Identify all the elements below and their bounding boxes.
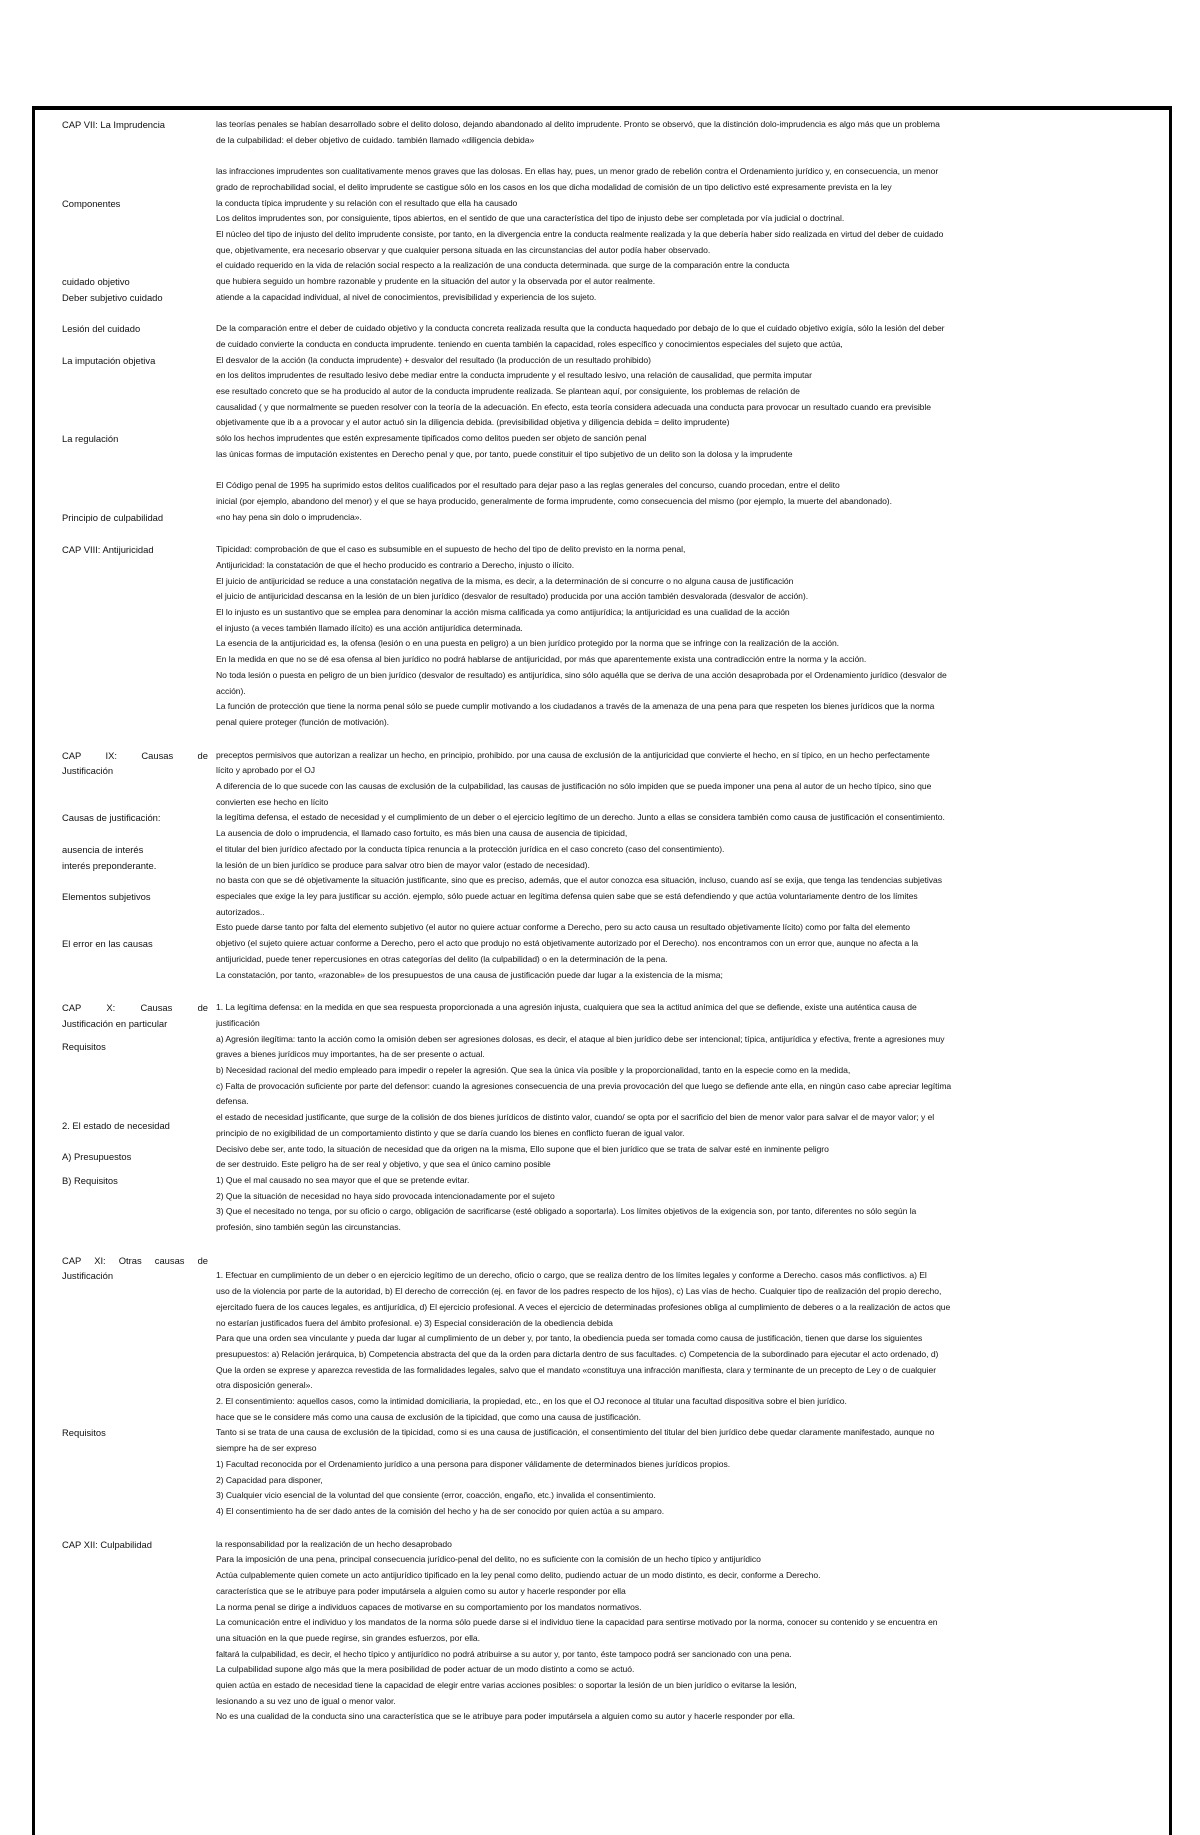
text-line: 1) Que el mal causado no sea mayor que el que se pretende evitar. bbox=[216, 1174, 470, 1185]
text-line: El juicio de antijuricidad se reduce a una constatación negativa de la misma, es decir, a la determinación de si concurre o no alguna causa de justificación bbox=[216, 575, 794, 586]
section-text bbox=[210, 748, 1142, 984]
text-line: quien actúa en estado de necesidad tiene la capacidad de elegir entre varias acciones posibles: o soportar la lesión de un bien jurídico o evitarse la lesión, bbox=[216, 1680, 797, 1691]
text-line: grado de reprochabilidad social, el delito imprudente se castigue sólo en los casos en los que dicha modalidad de comisión de un tipo delictivo esté expresamente prevista en la ley bbox=[216, 181, 892, 192]
text-line: 2) Capacidad para disponer, bbox=[216, 1474, 323, 1485]
text-line: Los delitos imprudentes son, por consiguiente, tipos abiertos, en el sentido de que una característica del tipo de injusto debe ser completada por vía judicial o doctrinal. bbox=[216, 213, 845, 224]
text-line: el cuidado requerido en la vida de relación social respecto a la realización de una conducta determinada. que surge de la comparación entre la conducta bbox=[216, 260, 790, 271]
margin-label: 2. El estado de necesidad bbox=[62, 1119, 170, 1131]
text-line: A diferencia de lo que sucede con las causas de exclusión de la culpabilidad, las causas de justificación no sólo impiden que se pueda imponer una pena al autor de un hecho típico, sino que bbox=[216, 781, 932, 792]
text-line: la legítima defensa, el estado de necesidad y el cumplimiento de un deber o el ejercicio legítimo de un derecho. Junto a ellas se considera también como causa de justificación el consentimiento. bbox=[216, 812, 945, 823]
text-line: el injusto (a veces también llamado ilícito) es una acción antijurídica determinada. bbox=[216, 622, 523, 633]
text-line: objetivo (el sujeto quiere actuar conforme a Derecho, pero el acto que produjo no está objetivamente autorizado por el Derecho). nos encontramos con un error que, aunque no afecta a la bbox=[216, 938, 919, 949]
text-line: No es una cualidad de la conducta sino una característica que se le atribuye para poder imputársela a alguien como su autor y hacerle responder por ella. bbox=[216, 1711, 795, 1722]
text-line: las infracciones imprudentes son cualitativamente menos graves que las dolosas. En ellas hay, pues, un menor grado de rebelión contra el Ordenamiento jurídico y, en consecuencia, un menor bbox=[216, 166, 939, 177]
text-line: Tipicidad: comprobación de que el caso es subsumible en el supuesto de hecho del tipo de delito previsto en la norma penal, bbox=[216, 544, 686, 555]
text-line: uso de la violencia por parte de la autoridad, b) El derecho de corrección (ej. en favor de los padres respecto de los hijos), c) Las vías de hecho. Cualquier tipo de realización del propio derecho, bbox=[216, 1286, 942, 1297]
section-text bbox=[210, 1000, 1142, 1236]
text-line: atiende a la capacidad individual, al nivel de conocimientos, previsibilidad y experiencia de los sujeto. bbox=[216, 291, 597, 302]
text-line: El Código penal de 1995 ha suprimido estos delitos cualificados por el resultado para dejar paso a las reglas generales del concurso, cuando procedan, entre el delito bbox=[216, 480, 840, 491]
text-line: De la comparación entre el deber de cuidado objetivo y la conducta concreta realizada resulta que la conducta haquedado por debajo de lo que el cuidado objetivo exigía, sólo la lesión del deber bbox=[216, 323, 945, 334]
chapter-heading: CAP VII: La Imprudencia bbox=[62, 119, 166, 130]
section-text bbox=[210, 1537, 1142, 1725]
margin-label: La imputación objetiva bbox=[62, 354, 156, 366]
section-cap7 bbox=[62, 117, 1142, 525]
text-line: Para la imposición de una pena, principal consecuencia jurídico-penal del delito, no es suficiente con la comisión de un hecho típico y antijurídico bbox=[216, 1554, 761, 1565]
margin-label: Requisitos bbox=[62, 1427, 106, 1439]
text-line: las teorías penales se habían desarrollado sobre el delito doloso, dejando abandonado al delito imprudente. Pronto se observó, que la distinción dolo-imprudencia es algo más que un problema bbox=[216, 119, 940, 129]
margin-label: interés preponderante. bbox=[62, 859, 157, 871]
text-line: la responsabilidad por la realización de un hecho desaprobado bbox=[216, 1538, 452, 1549]
text-line: no basta con que se dé objetivamente la situación justificante, sino que es preciso, además, que el autor conozca esa situación, incluso, cuando así se exija, que tenga las tendencias subjetivas bbox=[216, 875, 943, 886]
sidebar-labels bbox=[62, 1000, 210, 1236]
section-cap10 bbox=[62, 1000, 1142, 1236]
text-line: ejercitado fuera de los cauces legales, es antijurídica, d) El ejercicio profesional. A veces el ejercicio de determinadas profesiones obliga al cumplimiento de deberes o a la realización de actos que bbox=[216, 1301, 951, 1312]
blank-line bbox=[216, 148, 1142, 164]
margin-label: A) Presupuestos bbox=[62, 1151, 132, 1163]
text-line: 1. Efectuar en cumplimiento de un deber o en ejercicio legítimo de un derecho, oficio o cargo, que se realiza dentro de los límites legales y conforme a Derecho. casos más conflictivos. a) El bbox=[216, 1270, 927, 1281]
sidebar-labels bbox=[62, 1537, 210, 1725]
text-line: La culpabilidad supone algo más que la mera posibilidad de poder actuar de un modo distinto a como se actuó. bbox=[216, 1664, 635, 1675]
section-text bbox=[210, 117, 1142, 525]
text-line: el titular del bien jurídico afectado por la conducta típica renuncia a la protección jurídica en el caso concreto (caso del consentimiento). bbox=[216, 843, 725, 854]
margin-label: Requisitos bbox=[62, 1041, 106, 1053]
text-line: Decisivo debe ser, ante todo, la situación de necesidad que da origen na la misma, Ello supone que el bien jurídico que se trata de salvar esté en inminente peligro bbox=[216, 1143, 829, 1154]
text-line: La función de protección que tiene la norma penal sólo se puede cumplir motivando a los ciudadanos a través de la amenaza de una pena para que respeten los bienes jurídicos que la norma bbox=[216, 701, 935, 712]
chapter-heading: CAP XII: Culpabilidad bbox=[62, 1538, 152, 1550]
margin-label: Deber subjetivo cuidado bbox=[62, 291, 163, 303]
section-text bbox=[210, 1253, 1142, 1520]
text-line: penal quiere proteger (función de motivación). bbox=[216, 716, 390, 727]
text-line: El núcleo del tipo de injusto del delito imprudente consiste, por tanto, en la divergencia entre la conducta realmente realizada y la que debería haber sido realizada en virtud del deber de cuidado bbox=[216, 228, 944, 239]
text-line: inicial (por ejemplo, abandono del menor) y el que se haya producido, generalmente de forma imprudente, como consecuencia del mismo (por ejemplo, la muerte del abandonado). bbox=[216, 495, 892, 506]
section-cap9 bbox=[62, 748, 1142, 984]
margin-label: El error en las causas bbox=[62, 938, 153, 950]
text-line: La esencia de la antijuricidad es, la ofensa (lesión o en una puesta en peligro) a un bien jurídico protegido por la norma que se infringe con la realización de la acción. bbox=[216, 638, 840, 649]
text-line: La ausencia de dolo o imprudencia, el llamado caso fortuito, es más bien una causa de ausencia de tipicidad, bbox=[216, 828, 628, 839]
sidebar-labels bbox=[62, 1253, 210, 1520]
blank-line bbox=[216, 1253, 1142, 1269]
text-line: objetivamente que ib a a provocar y el autor actuó sin la diligencia debida. (previsibilidad objetiva y diligencia debida = delito imprudente) bbox=[216, 417, 730, 428]
text-line: 3) Cualquier vicio esencial de la voluntad del que consiente (error, coacción, engaño, etc.) invalida el consentimiento. bbox=[216, 1490, 656, 1501]
text-line: causalidad ( y que normalmente se pueden resolver con la teoría de la adecuación. En efecto, esta teoría considera adecuada una conducta para provocar un resultado cuando era previsible bbox=[216, 401, 931, 412]
text-line: 1) Facultad reconocida por el Ordenamiento jurídico a una persona para disponer válidamente de determinados bienes jurídicos propios. bbox=[216, 1458, 731, 1469]
text-line: de cuidado convierte la conducta en conducta imprudente. teniendo en cuenta también la capacidad, roles específico y conocimientos especiales del sujeto que actúa, bbox=[216, 338, 843, 349]
chapter-heading: CAP IX: Causas de bbox=[62, 749, 208, 761]
text-line: En la medida en que no se dé esa ofensa al bien jurídico no podrá hablarse de antijuricidad, por más que aparentemente exista una contradicción entre la norma y la acción. bbox=[216, 654, 867, 665]
text-line: El lo injusto es un sustantivo que se emplea para denominar la acción misma calificada ya como antijurídica; la antijuricidad es una cualidad de la acción bbox=[216, 607, 790, 618]
text-line: La constatación, por tanto, «razonable» de los presupuestos de una causa de justificación puede dar lugar a la existencia de la misma; bbox=[216, 969, 723, 980]
text-line: 1. La legítima defensa: en la medida en que sea respuesta proporcionada a una agresión injusta, cualquiera que sea la actitud anímica del que se defiende, existe una auténtica causa de bbox=[216, 1002, 917, 1013]
margin-label: Justificación bbox=[62, 765, 114, 777]
margin-label: Elementos subjetivos bbox=[62, 890, 151, 902]
text-line: una situación en la que puede regirse, sin grandes esfuerzos, por ella. bbox=[216, 1632, 480, 1643]
text-line: defensa. bbox=[216, 1096, 249, 1107]
blank-line bbox=[216, 305, 1142, 321]
chapter-heading: CAP VIII: Antijuricidad bbox=[62, 544, 154, 556]
text-line: Esto puede darse tanto por falta del elemento subjetivo (el autor no quiere actuar conforme a Derecho, pero su acto causa un resultado objetivamente lícito) como por falta del elemento bbox=[216, 922, 910, 933]
text-line: sólo los hechos imprudentes que estén expresamente tipificados como delitos pueden ser objeto de sanción penal bbox=[216, 433, 647, 444]
text-line: no estarían justificados fuera del ámbito profesional. e) 3) Especial consideración de la obediencia debida bbox=[216, 1317, 613, 1328]
margin-label: ausencia de interés bbox=[62, 843, 144, 855]
text-line: Tanto si se trata de una causa de exclusión de la tipicidad, como si es una causa de justificación, el consentimiento del titular del bien jurídico debe quedar claramente manifestado, aunque no bbox=[216, 1427, 935, 1438]
text-line: Actúa culpablemente quien comete un acto antijurídico tipificado en la ley penal como delito, pudiendo actuar de un modo distinto, es decir, conforme a Derecho. bbox=[216, 1570, 821, 1581]
sidebar-labels bbox=[62, 748, 210, 984]
text-line: hace que se le considere más como una causa de exclusión de la tipicidad, que como una causa de justificación. bbox=[216, 1411, 641, 1422]
text-line: El desvalor de la acción (la conducta imprudente) + desvalor del resultado (la producción de un resultado prohibido) bbox=[216, 354, 651, 365]
text-line: faltará la culpabilidad, es decir, el hecho típico y antijurídico no podrá atribuirse a su autor y, por tanto, éste tampoco podrá ser sancionado con una pena. bbox=[216, 1648, 792, 1659]
text-line: No toda lesión o puesta en peligro de un bien jurídico (desvalor de resultado) es antijurídica, sino sólo aquélla que se deriva de una acción desaprobada por el Ordenamiento jurídico (desvalor de bbox=[216, 669, 947, 680]
margin-label: Lesión del cuidado bbox=[62, 323, 141, 335]
text-line: lesionando a su vez uno de igual o menor valor. bbox=[216, 1695, 396, 1706]
blank-line bbox=[216, 462, 1142, 478]
text-line: que hubiera seguido un hombre razonable y prudente en la situación del autor y la observada por el autor realmente. bbox=[216, 276, 656, 287]
text-line: Antijuricidad: la constatación de que el hecho producido es contrario a Derecho, injusto o ilícito. bbox=[216, 559, 575, 570]
section-cap12 bbox=[62, 1537, 1142, 1725]
text-line: 3) Que el necesitado no tenga, por su oficio o cargo, obligación de sacrificarse (esté obligado a soportarla). Los límites objetivos de la exigencia son, por tanto, diferentes no sólo según la bbox=[216, 1206, 917, 1217]
text-line: acción). bbox=[216, 685, 246, 696]
text-line: el juicio de antijuricidad descansa en la lesión de un bien jurídico (desvalor de resultado) producida por una acción también desvalorada (desvalor de acción). bbox=[216, 591, 809, 602]
document-body bbox=[62, 117, 1142, 1742]
text-line: profesión, sino también según las circunstancias. bbox=[216, 1222, 401, 1233]
text-line: b) Necesidad racional del medio empleado para impedir o repeler la agresión. Que sea la única vía posible y la proporcionalidad, tanto en la especie como en la medida, bbox=[216, 1065, 851, 1076]
text-line: a) Agresión ilegítima: tanto la acción como la omisión deben ser agresiones dolosas, es decir, el ataque al bien jurídico debe ser intencional; típica, antijurídica y efectiva, frente a agresiones muy bbox=[216, 1033, 945, 1044]
section-text bbox=[210, 542, 1142, 730]
text-line: La comunicación entre el individuo y los mandatos de la norma sólo puede darse si el individuo tiene la capacidad para sentirse motivado por la norma, conocer su contenido y se encuentra en bbox=[216, 1617, 938, 1628]
text-line: preceptos permisivos que autorizan a realizar un hecho, en principio, prohibido. por una causa de exclusión de la antijuricidad que convierte el hecho, en sí típico, en un hecho perfectamente bbox=[216, 749, 930, 760]
text-line: c) Falta de provocación suficiente por parte del defensor: cuando la agresiones consecuencia de una previa provocación del que luego se defiende ante ella, en ningún caso cabe apreciar legítima bbox=[216, 1080, 952, 1091]
text-line: La norma penal se dirige a individuos capaces de motivarse en su comportamiento por los mandatos normativos. bbox=[216, 1601, 642, 1612]
margin-label: Justificación bbox=[62, 1270, 114, 1282]
text-line: 2) Que la situación de necesidad no haya sido provocada intencionadamente por el sujeto bbox=[216, 1190, 555, 1201]
chapter-heading: CAP XI: Otras causas de bbox=[62, 1254, 208, 1266]
text-line: otra disposición general». bbox=[216, 1380, 313, 1391]
margin-label: cuidado objetivo bbox=[62, 276, 130, 287]
sidebar-labels bbox=[62, 117, 210, 525]
text-line: antijuricidad, puede tener repercusiones en otras categorías del delito (la culpabilidad) o en la determinación de la pena. bbox=[216, 953, 668, 964]
margin-label: Causas de justificación: bbox=[62, 812, 161, 824]
text-line: en los delitos imprudentes de resultado lesivo debe mediar entre la conducta imprudente y el resultado lesivo, una relación de causalidad, que permita imputar bbox=[216, 370, 812, 381]
text-line: 2. El consentimiento: aquellos casos, como la intimidad domiciliaria, la propiedad, etc., en los que el OJ reconoce al titular una facultad dispositiva sobre el bien jurídico. bbox=[216, 1396, 847, 1407]
text-line: principio de no exigibilidad de un comportamiento distinto y que se daría cuando los bienes en conflicto fueran de igual valor. bbox=[216, 1127, 685, 1138]
section-cap8 bbox=[62, 542, 1142, 730]
text-line: autorizados.. bbox=[216, 906, 265, 917]
text-line: característica que se le atribuye para poder imputársela a alguien como su autor y hacerle responder por ella bbox=[216, 1585, 626, 1596]
text-line: ese resultado concreto que se ha producido al autor de la conducta imprudente realizada. Se plantean aquí, por consiguiente, los problemas de relación de bbox=[216, 385, 800, 396]
chapter-heading: CAP X: Causas de bbox=[62, 1002, 208, 1014]
text-line: lícito y aprobado por el OJ bbox=[216, 765, 315, 776]
text-line: Que la orden se exprese y aparezca revestida de las formalidades legales, salvo que el mandato «constituya una infracción manifiesta, clara y terminante de un precepto de Ley o de cualquier bbox=[216, 1364, 937, 1375]
text-line: la lesión de un bien jurídico se produce para salvar otro bien de mayor valor (estado de necesidad). bbox=[216, 859, 590, 870]
text-line: la conducta típica imprudente y su relación con el resultado que ella ha causado bbox=[216, 197, 518, 208]
sidebar-labels bbox=[62, 542, 210, 730]
margin-label: B) Requisitos bbox=[62, 1174, 118, 1186]
text-line: de la culpabilidad: el deber objetivo de cuidado. también llamado «diligencia debida» bbox=[216, 134, 535, 145]
text-line: las únicas formas de imputación existentes en Derecho penal y que, por tanto, puede constituir el tipo subjetivo de un delito son la dolosa y la imprudente bbox=[216, 448, 793, 459]
margin-label: Justificación en particular bbox=[62, 1017, 168, 1029]
text-line: presupuestos: a) Relación jerárquica, b) Competencia abstracta del que da la orden para dictarla dentro de sus facultades. c) Competencia de la subordinado para ejecutar el acto ordenado, d) bbox=[216, 1348, 939, 1359]
margin-label: Principio de culpabilidad bbox=[62, 511, 164, 523]
section-cap11 bbox=[62, 1253, 1142, 1520]
text-line: justificación bbox=[216, 1017, 260, 1028]
margin-label: La regulación bbox=[62, 433, 119, 444]
margin-label: Componentes bbox=[62, 197, 121, 209]
text-line: graves a bienes jurídicos muy importantes, ha de ser presente o actual. bbox=[216, 1049, 485, 1060]
text-line: convierten ese hecho en lícito bbox=[216, 796, 329, 807]
text-line: Para que una orden sea vinculante y pueda dar lugar al cumplimiento de un deber y, por tanto, la obediencia pueda ser tomada como causa de justificación, tienen que darse los siguientes bbox=[216, 1333, 923, 1344]
text-line: 4) El consentimiento ha de ser dado antes de la comisión del hecho y ha de ser conocido por quien actúa a su amparo. bbox=[216, 1506, 665, 1516]
text-line: el estado de necesidad justificante, que surge de la colisión de dos bienes jurídicos de distinto valor, cuando/ se opta por el sacrificio del bien de menor valor para salvar el de mayor valor; y el bbox=[216, 1112, 935, 1123]
text-line: especiales que exige la ley para justificar su acción. ejemplo, sólo puede actuar en legítima defensa quien sabe que se está defendiendo y que actúa voluntariamente dentro de los límites bbox=[216, 891, 918, 901]
text-line: «no hay pena sin dolo o imprudencia». bbox=[216, 511, 362, 522]
text-line: de ser destruido. Este peligro ha de ser real y objetivo, y que sea el único camino posible bbox=[216, 1159, 551, 1170]
text-line: siempre ha de ser expreso bbox=[216, 1443, 317, 1454]
text-line: que, objetivamente, era necesario observar y que cualquier persona situada en las circunstancias del autor podía haber observado. bbox=[216, 244, 711, 255]
